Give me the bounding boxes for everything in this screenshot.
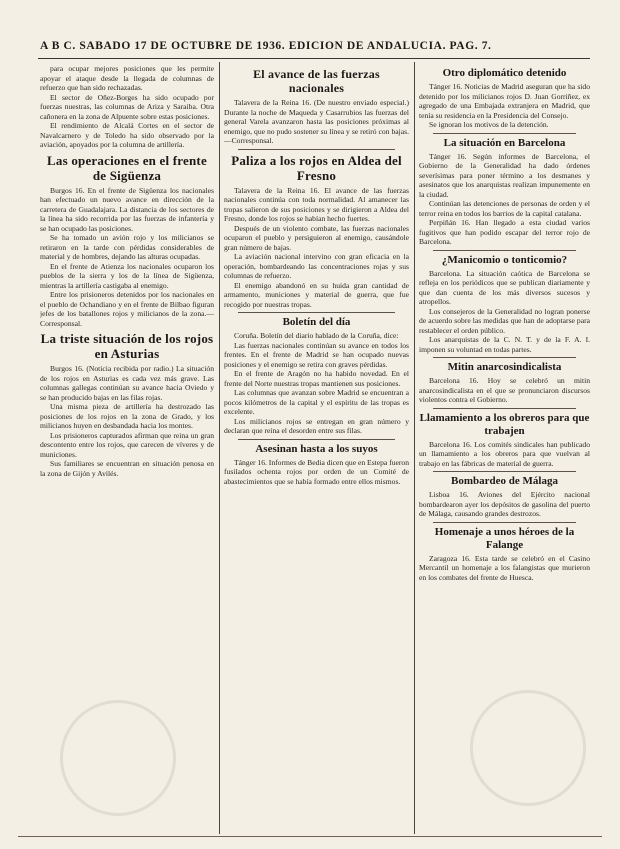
article-paragraph: Los consejeros de la Generalidad no logran ponerse de acuerdo sobre las medidas que han de adoptarse para restablecer el orden público. bbox=[419, 306, 590, 335]
article-separator bbox=[238, 439, 395, 440]
article-paragraph: Las fuerzas nacionales continúan su avance en todos los frentes. En el frente de Madrid se han ocupado nuevas posiciones y el enemigo se retira con graves pérdidas. bbox=[224, 340, 409, 369]
article-paragraph: Sus familiares se encuentran en situación penosa en la zona de Gijón y Avilés. bbox=[40, 459, 214, 478]
article-paragraph: Tánger 16. Informes de Bedia dicen que en Estepa fueron fusilados ochenta rojos por orden de un Comité de abastecimientos que se había formado entre ellos mismos. bbox=[224, 457, 409, 486]
article-paragraph: Burgos 16. En el frente de Sigüenza los nacionales han efectuado un nuevo avance en dirección de la carretera de Guadalajara. La distancia de los sectores de la línea ha sido recorrida por las fuerzas de infantería y se han ocupado las posiciones. bbox=[40, 185, 214, 233]
article-separator bbox=[238, 149, 395, 150]
article-title: Paliza a los rojos en Aldea del Fresno bbox=[231, 152, 402, 183]
article-paragraph: Talavera de la Reina 16. (De nuestro enviado especial.) Durante la noche de Maqueda y Casarrubios las fuerzas del general Varela avanzaron hasta las posiciones próximas al enemigo, que no pudo sostener su línea y se retiró con bajas.—Corresponsal. bbox=[224, 98, 409, 145]
article-paragraph: Continúan las detenciones de personas de orden y el terror reina en todos los barrios de la capital catalana. bbox=[419, 199, 590, 218]
article-title: Asesinan hasta a los suyos bbox=[255, 442, 378, 455]
article-paragraph: Los milicianos rojos se entregan en gran número y declaran que reina el desorden entre sus filas. bbox=[224, 416, 409, 435]
article-title: El avance de las fuerzas nacionales bbox=[253, 67, 380, 95]
article-separator bbox=[433, 133, 576, 134]
intro-paragraph: El sector de Oñez-Borges ha sido ocupado por fuerzas nuestras, las columnas de Ariza y Saraiba. Otra cañonera en la zona de Alpuente sobre estas posiciones. bbox=[40, 92, 214, 121]
article-separator bbox=[433, 250, 576, 251]
article-paragraph: Los anarquistas de la C. N. T. y de la F. A. I. imponen su voluntad en todas partes. bbox=[419, 335, 590, 354]
column-3 bbox=[419, 64, 590, 834]
article-paragraph: La aviación nacional intervino con gran eficacia en la operación, bombardeando las concentraciones rojas y sus columnas de refuerzo. bbox=[224, 252, 409, 280]
article-paragraph: Lisboa 16. Aviones del Ejército nacional bombardearon ayer los depósitos de gasolina del puerto de Málaga, causando grandes destrozos. bbox=[419, 490, 590, 518]
article-paragraph: Entre los prisioneros detenidos por los nacionales en el pueblo de Ochandiano y en el frente de Bilbao figuran jefes de los batallones rojos y milicianos de la zona.—Corresponsal. bbox=[40, 290, 214, 328]
article-title: Llamamiento a los obreros para que trabajen bbox=[419, 411, 590, 437]
article-paragraph: Las columnas que avanzan sobre Madrid se encuentran a pocos kilómetros de la capital y el espíritu de las tropas es excelente. bbox=[224, 388, 409, 416]
article-paragraph: Zaragoza 16. Esta tarde se celebró en el Casino Mercantil un homenaje a los falangistas que murieron en los combates del frente de Huesca. bbox=[419, 553, 590, 582]
article-paragraph: En el frente de Atienza los nacionales ocuparon los pueblos de la sierra y los de la línea de Sigüenza, mientras la artillería castigaba al enemigo. bbox=[40, 261, 214, 290]
article-separator bbox=[433, 408, 576, 409]
column-divider-1 bbox=[219, 62, 220, 834]
article-paragraph: Barcelona 16. Hoy se celebró un mitin anarcosindicalista en el que se pronunciaron discursos violentos contra el Gobierno. bbox=[419, 376, 590, 404]
article-paragraph: Burgos 16. (Noticia recibida por radio.) La situación de los rojos en Asturias es cada vez más grave. Las columnas gallegas continúan su avance hacia Oviedo y se han producido bajas en las filas rojas. bbox=[40, 364, 214, 402]
article-paragraph: Después de un violento combate, las fuerzas nacionales ocuparon el pueblo y persiguieron al enemigo, causándole gran número de bajas. bbox=[224, 223, 409, 252]
page-header: A B C. SABADO 17 DE OCTUBRE DE 1936. EDICION DE ANDALUCIA. PAG. 7. bbox=[40, 40, 492, 52]
intro-paragraph: para ocupar mejores posiciones que les permite apoyar el ataque desde la llegada de columnas de refuerzo que han sido rechazadas. bbox=[40, 64, 214, 92]
article-title: ¿Manicomio o tonticomio? bbox=[441, 253, 568, 266]
column-divider-2 bbox=[414, 62, 415, 834]
article-separator bbox=[433, 522, 576, 523]
column-2 bbox=[224, 64, 409, 834]
article-paragraph: Coruña. Boletín del diario hablado de la Coruña, dice: bbox=[234, 331, 399, 340]
article-paragraph: El enemigo abandonó en su huida gran cantidad de armamento, municiones y material de guerra, que fue recogido por nuestras tropas. bbox=[224, 280, 409, 309]
article-title: Las operaciones en el frente de Sigüenza bbox=[47, 152, 207, 183]
article-separator bbox=[433, 357, 576, 358]
article-separator bbox=[238, 312, 395, 313]
article-title: Homenaje a unos héroes de la Falange bbox=[434, 525, 575, 551]
article-paragraph: Tánger 16. Noticias de Madrid aseguran que ha sido detenido por los milicianos rojos D. Juan Gorriñez, ex agregado de una Embajada extranjera en Madrid, que tenía su residencia en la Presidencia del Consejo. bbox=[419, 82, 590, 120]
article-paragraph: Barcelona 16. Los comités sindicales han publicado un llamamiento a los obreros para que vuelvan al trabajo en las fábricas de material de guerra. bbox=[419, 439, 590, 468]
article-paragraph: Una misma pieza de artillería ha destrozado las posiciones de los rojos en la zona de Grado, y los milicianos huyen en desbandada hacia los montes. bbox=[40, 402, 214, 430]
article-paragraph: En el frente de Aragón no ha habido novedad. En el frente del Norte nuestras tropas mantienen sus posiciones. bbox=[224, 369, 409, 388]
article-title: Boletín del día bbox=[282, 316, 351, 328]
article-title: Otro diplomático detenido bbox=[442, 67, 567, 79]
article-paragraph: Talavera de la Reina 16. El avance de las fuerzas nacionales continúa con toda normalidad. Al amanecer las tropas salieron de sus posiciones y se dirigieron a Aldea del Fresno, donde los rojos se habían hecho fuertes. bbox=[224, 185, 409, 223]
article-paragraph: Tánger 16. Según informes de Barcelona, el Gobierno de la Generalidad ha dado órdenes severísimas para poner término a los desmanes y asesinatos que los anarquistas realizan impunemente en la ciudad. bbox=[419, 151, 590, 199]
column-1 bbox=[40, 64, 214, 834]
article-separator bbox=[433, 471, 576, 472]
article-title: La situación en Barcelona bbox=[443, 136, 566, 149]
article-paragraph: Los prisioneros capturados afirman que reina un gran descontento entre los rojos, que carecen de víveres y de municiones. bbox=[40, 430, 214, 459]
article-title: Bombardeo de Málaga bbox=[451, 475, 558, 487]
bottom-rule bbox=[18, 836, 602, 837]
article-title: Mitin anarcosindicalista bbox=[447, 361, 562, 373]
article-paragraph: Se ignoran los motivos de la detención. bbox=[429, 120, 549, 129]
article-paragraph: Barcelona. La situación caótica de Barcelona se refleja en los periódicos que se publican diariamente y que dan cuenta de los más diversos sucesos y atropellos. bbox=[419, 268, 590, 306]
header-rule bbox=[38, 58, 590, 59]
article-title: La triste situación de los rojos en Asturias bbox=[40, 331, 214, 361]
article-paragraph: Se ha tomado un avión rojo y los milicianos se retiraron en la tarde con pérdidas considerables de material y de hombres, dejando las alturas ocupadas. bbox=[40, 233, 214, 261]
article-paragraph: Perpiñán 16. Han llegado a esta ciudad varios fugitivos que han podido escapar del terror rojo de Barcelona. bbox=[419, 218, 590, 246]
intro-paragraph: El rendimiento de Alcalá Cortes en el sector de Navalcarnero y de Toledo ha sido observado por la aviación, apoyados por la columna de artillería. bbox=[40, 121, 214, 149]
